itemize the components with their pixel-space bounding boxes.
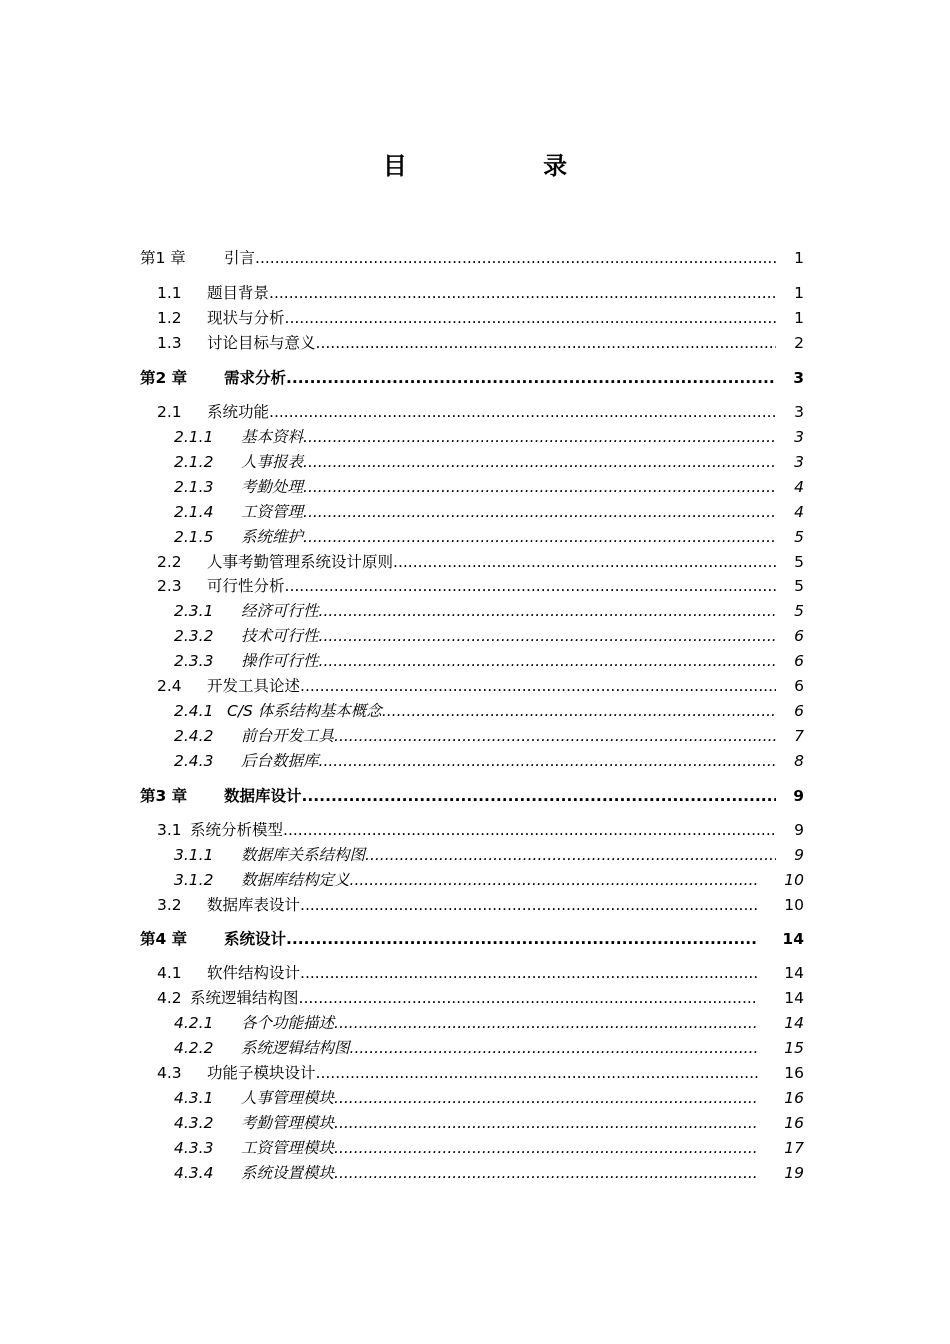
toc-entry-page: 1 (794, 309, 804, 327)
toc-entry-page: 4 (794, 503, 804, 521)
toc-entry-title: 系统逻辑结构图 ..... (190, 986, 758, 1011)
toc-entry-title: 引言 ..... (224, 246, 776, 271)
toc-entry-page: 5 (794, 528, 804, 546)
toc-entry-title: 系统功能 ..... (207, 400, 776, 425)
toc-entry-number: 第1 章 (140, 249, 186, 267)
toc-entry[interactable] (0, 599, 950, 624)
toc-entry-number: 3.2 (157, 896, 182, 914)
toc-entry-number: 1.3 (157, 334, 182, 352)
toc-entry-number: 2.1.2 (174, 453, 214, 471)
toc-entry-page: 9 (794, 821, 804, 839)
toc-entry-page: 14 (784, 964, 804, 982)
toc-entry-title: 功能子模块设计 ..... (207, 1061, 758, 1086)
toc-entry-page: 8 (794, 752, 804, 770)
toc-entry-title: C/S 体系结构基本概念 ..... (227, 699, 776, 724)
toc-entry[interactable] (0, 574, 950, 599)
toc-entry[interactable] (0, 500, 950, 525)
toc-entry-page: 19 (784, 1164, 804, 1182)
toc-entry-page: 9 (793, 787, 804, 805)
toc-entry-title: 技术可行性 ..... (241, 624, 776, 649)
toc-entry[interactable] (0, 749, 950, 774)
toc-entry[interactable] (0, 843, 950, 868)
toc-entry-number: 4.2 (157, 989, 182, 1007)
toc-entry[interactable] (0, 281, 950, 306)
toc-entry-title: 后台数据库 ..... (241, 749, 776, 774)
toc-entry[interactable] (0, 986, 950, 1011)
toc-entry-number: 4.2.2 (174, 1039, 214, 1057)
toc-entry-number: 4.3.4 (174, 1164, 214, 1182)
toc-entry-number: 2.1.1 (174, 428, 214, 446)
toc-entry[interactable] (0, 475, 950, 500)
toc-entry-title: 考勤处理 ..... (241, 475, 776, 500)
toc-entry-title: 系统维护 ..... (241, 525, 776, 550)
toc-entry-title: 系统设置模块 ..... (241, 1161, 758, 1186)
toc-entry-number: 2.4.1 (174, 702, 214, 720)
toc-entry-page: 3 (793, 369, 804, 387)
toc-entry[interactable] (0, 246, 950, 271)
toc-entry-page: 5 (794, 553, 804, 571)
toc-entry-page: 6 (794, 627, 804, 645)
toc-entry[interactable] (0, 1136, 950, 1161)
toc-entry[interactable] (0, 961, 950, 986)
toc-entry-page: 1 (794, 284, 804, 302)
toc-entry-title: 考勤管理模块 ..... (241, 1111, 758, 1136)
toc-entry-number: 2.2 (157, 553, 182, 571)
toc-entry-page: 9 (794, 846, 804, 864)
toc-entry[interactable] (0, 1061, 950, 1086)
toc-entry-number: 4.2.1 (174, 1014, 214, 1032)
toc-entry[interactable] (0, 400, 950, 425)
toc-entry-number: 4.1 (157, 964, 182, 982)
toc-entry-page: 10 (784, 896, 804, 914)
toc-entry-page: 15 (784, 1039, 804, 1057)
toc-entry-number: 第3 章 (140, 787, 188, 805)
toc-entry-title: 经济可行性 ..... (241, 599, 776, 624)
toc-entry-title: 讨论目标与意义 ..... (207, 331, 776, 356)
toc-entry[interactable] (0, 306, 950, 331)
toc-entry-page: 7 (794, 727, 804, 745)
page-title: 目 录 (382, 152, 632, 180)
toc-entry-number: 2.3.1 (174, 602, 214, 620)
toc-entry-title: 操作可行性 ..... (241, 649, 776, 674)
toc-entry[interactable] (0, 649, 950, 674)
toc-entry-page: 4 (794, 478, 804, 496)
toc-entry-page: 3 (794, 428, 804, 446)
toc-entry-title: 工资管理 ..... (241, 500, 776, 525)
toc-entry-page: 14 (782, 930, 804, 948)
toc-entry[interactable] (0, 450, 950, 475)
toc-entry[interactable] (0, 1036, 950, 1061)
toc-entry[interactable] (0, 550, 950, 575)
toc-entry-number: 第2 章 (140, 369, 188, 387)
toc-entry-title: 前台开发工具 ..... (241, 724, 776, 749)
toc-entry-title: 系统设计 ..... (224, 927, 758, 952)
toc-entry-number: 2.4.3 (174, 752, 214, 770)
toc-entry-page: 5 (794, 602, 804, 620)
toc-entry-page: 6 (794, 702, 804, 720)
toc-entry-title: 人事管理模块 ..... (241, 1086, 758, 1111)
toc-entry-title: 现状与分析 ..... (207, 306, 776, 331)
toc-entry[interactable] (0, 724, 950, 749)
toc-entry-page: 1 (794, 249, 804, 267)
toc-entry-number: 1.2 (157, 309, 182, 327)
toc-entry[interactable] (0, 331, 950, 356)
toc-entry-page: 2 (794, 334, 804, 352)
toc-entry-page: 16 (784, 1064, 804, 1082)
toc-entry-title: 数据库结构定义 ..... (241, 868, 758, 893)
toc-entry[interactable] (0, 525, 950, 550)
toc-entry-title: 人事报表 ..... (241, 450, 776, 475)
toc-entry-number: 3.1.1 (174, 846, 214, 864)
toc-entry[interactable] (0, 1086, 950, 1111)
toc-entry-page: 14 (784, 989, 804, 1007)
toc-entry-page: 3 (794, 403, 804, 421)
toc-entry-title: 数据库设计 ..... (224, 784, 776, 809)
toc-entry[interactable] (0, 927, 950, 952)
toc-entry-number: 2.3.3 (174, 652, 214, 670)
toc-entry-title: 需求分析 ..... (224, 366, 776, 391)
toc-entry-number: 2.3 (157, 577, 182, 595)
toc-entry[interactable] (0, 1111, 950, 1136)
toc-entry-page: 17 (784, 1139, 804, 1157)
toc-entry-page: 16 (784, 1114, 804, 1132)
toc-entry-number: 2.1.3 (174, 478, 214, 496)
toc-entry-title: 开发工具论述 ..... (207, 674, 776, 699)
toc-entry-title: 各个功能描述 ..... (241, 1011, 758, 1036)
toc-entry-number: 2.1 (157, 403, 182, 421)
toc-entry-number: 2.1.5 (174, 528, 214, 546)
toc-entry-page: 3 (794, 453, 804, 471)
toc-entry-title: 可行性分析 ..... (207, 574, 776, 599)
toc-entry-page: 16 (784, 1089, 804, 1107)
toc-entry-number: 3.1 (157, 821, 182, 839)
toc-entry[interactable] (0, 868, 950, 893)
toc-entry-page: 14 (784, 1014, 804, 1032)
toc-entry-title: 软件结构设计 ..... (207, 961, 758, 986)
toc-entry-number: 4.3.3 (174, 1139, 214, 1157)
toc-entry-title: 数据库关系结构图 ..... (241, 843, 776, 868)
toc-entry[interactable] (0, 674, 950, 699)
toc-entry-number: 2.4.2 (174, 727, 214, 745)
toc-entry-page: 5 (794, 577, 804, 595)
toc-entry[interactable] (0, 784, 950, 809)
toc-entry-number: 1.1 (157, 284, 182, 302)
toc-entry-title: 数据库表设计 ..... (207, 893, 758, 918)
toc-entry-page: 6 (794, 677, 804, 695)
toc-entry-number: 4.3.2 (174, 1114, 214, 1132)
toc-entry[interactable] (0, 366, 950, 391)
toc-entry-number: 2.4 (157, 677, 182, 695)
toc-entry-number: 2.1.4 (174, 503, 214, 521)
toc-entry-title: 基本资料 ..... (241, 425, 776, 450)
toc-entry[interactable] (0, 699, 950, 724)
toc-entry[interactable] (0, 624, 950, 649)
toc-entry-title: 系统分析模型 ..... (190, 818, 776, 843)
toc-entry-number: 4.3 (157, 1064, 182, 1082)
toc-entry-number: 3.1.2 (174, 871, 214, 889)
toc-entry[interactable] (0, 893, 950, 918)
toc-entry-page: 10 (784, 871, 804, 889)
toc-entry-number: 第4 章 (140, 930, 188, 948)
toc-entry-title: 工资管理模块 ..... (241, 1136, 758, 1161)
toc-entry[interactable] (0, 425, 950, 450)
toc-entry-title: 系统逻辑结构图 ..... (241, 1036, 758, 1061)
toc-entry-number: 2.3.2 (174, 627, 214, 645)
toc-entry-number: 4.3.1 (174, 1089, 214, 1107)
toc-entry[interactable] (0, 1161, 950, 1186)
toc-entry[interactable] (0, 1011, 950, 1036)
toc-entry[interactable] (0, 818, 950, 843)
toc-entry-title: 题目背景 ..... (207, 281, 776, 306)
toc-entry-page: 6 (794, 652, 804, 670)
toc-entry-title: 人事考勤管理系统设计原则 ..... (207, 550, 776, 575)
